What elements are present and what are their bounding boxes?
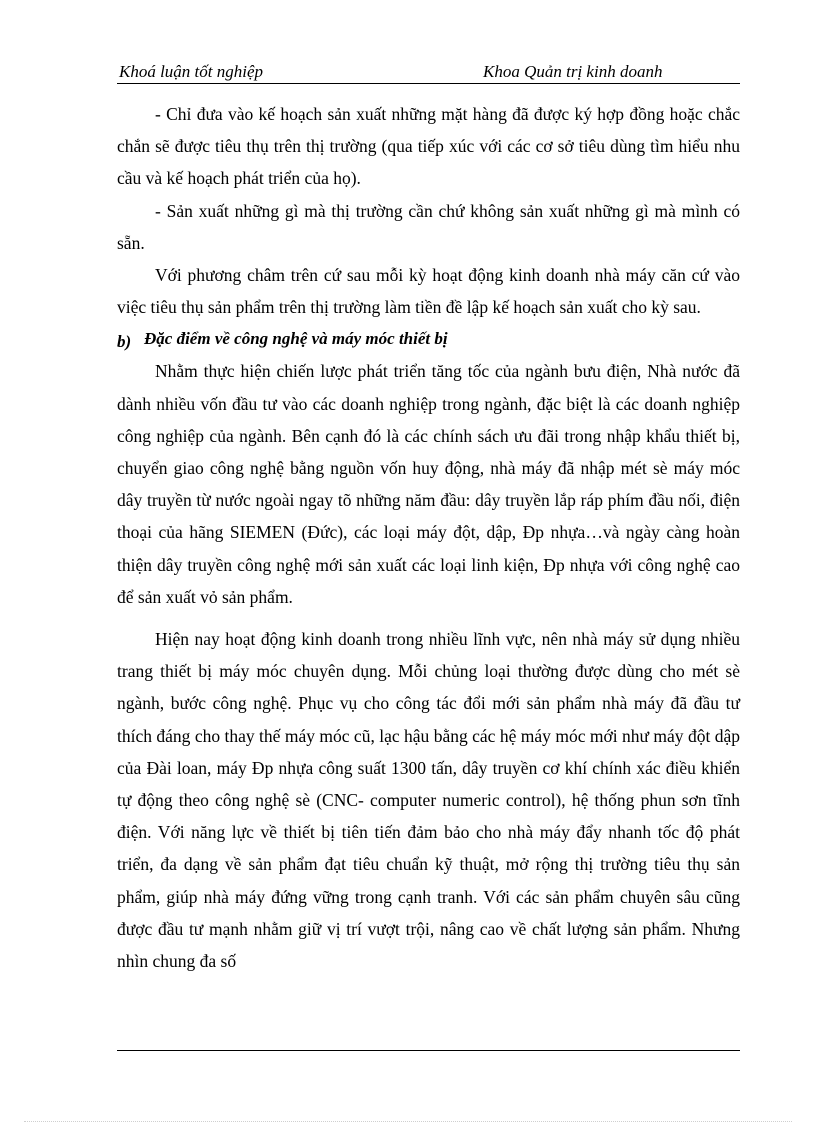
header-left-text: Khoá luận tốt nghiệp xyxy=(119,62,264,81)
header-divider xyxy=(117,83,740,84)
paragraph-bullet-2: - Sản xuất những gì mà thị trường cần chứ không sản xuất những gì mà mình có sẵn. xyxy=(117,200,740,253)
header-right-text: Khoa Quản trị kinh doanh xyxy=(483,62,663,81)
page-header xyxy=(117,60,740,84)
section-marker: b) xyxy=(117,332,132,352)
document-body xyxy=(117,98,740,977)
paragraph-equipment: Hiện nay hoạt động kinh doanh trong nhiều lĩnh vực, nên nhà máy sử dụng nhiều trang thiết bị máy móc chuyên dụng. Mỗi chủng loại thường được dùng cho mét sè ngành, bước công nghệ. Phục vụ cho công tác đổi mới sản phẩm nhà máy đã đầu tư thích đáng cho thay thế máy móc cũ, lạc hậu bằng các hệ máy móc mới như máy đột dập của Đài loan, máy Ðp nhựa công suất 1300 tấn, dây truyền cơ khí chính xác điều khiển tự động theo công nghệ sè (CNC- computer numeric control), hệ thống phun sơn tĩnh điện. Với năng lực về thiết bị tiên tiến đảm bảo cho nhà máy đẩy nhanh tốc độ phát triển, đa dạng về sản phẩm đạt tiêu chuẩn kỹ thuật, mở rộng thị trường tiêu thụ sản phẩm, giúp nhà máy đứng vững trong cạnh tranh. Với các sản phẩm chuyên sâu cũng được đầu tư mạnh nhằm giữ vị trí vượt trội, nâng cao về chất lượng sản phẩm. Nhưng nhìn chung đa số xyxy=(117,629,740,972)
section-heading xyxy=(117,323,740,355)
page-bottom-border xyxy=(24,1121,792,1122)
paragraph-bullet-1: - Chỉ đưa vào kế hoạch sản xuất những mặt hàng đã được ký hợp đồng hoặc chắc chắn sẽ được tiêu thụ trên thị trường (qua tiếp xúc với các cơ sở tiêu dùng tìm hiểu nhu cầu và kế hoạch phát triển của họ). xyxy=(117,104,740,189)
section-title: Đặc điểm về công nghệ và máy móc thiết bị xyxy=(144,329,448,349)
paragraph-strategy: Nhằm thực hiện chiến lược phát triển tăng tốc của ngành bưu điện, Nhà nước đã dành nhiều vốn đầu tư vào các doanh nghiệp trong ngành, đặc biệt là các doanh nghiệp công nghiệp của ngành. Bên cạnh đó là các chính sách ưu đãi trong nhập khẩu thiết bị, chuyển giao công nghệ bằng nguồn vốn huy động, nhà máy đã nhập mét sè máy móc dây truyền từ nước ngoài ngay tõ những năm đầu: dây truyền lắp ráp phím đầu nối, điện thoại của hãng SIEMEN (Đức), các loại máy đột, dập, Ðp nhựa…và ngày càng hoàn thiện dây truyền công nghệ mới sản xuất các loại linh kiện, Ðp nhựa với công nghệ cao để sản xuất vỏ sản phẩm. xyxy=(117,361,740,607)
paragraph-conclusion: Với phương châm trên cứ sau mỗi kỳ hoạt động kinh doanh nhà máy căn cứ vào việc tiêu thụ sản phẩm trên thị trường làm tiền đề lập kế hoạch sản xuất cho kỳ sau. xyxy=(117,265,740,318)
footer-divider xyxy=(117,1050,740,1051)
paragraph-spacer xyxy=(117,613,740,623)
